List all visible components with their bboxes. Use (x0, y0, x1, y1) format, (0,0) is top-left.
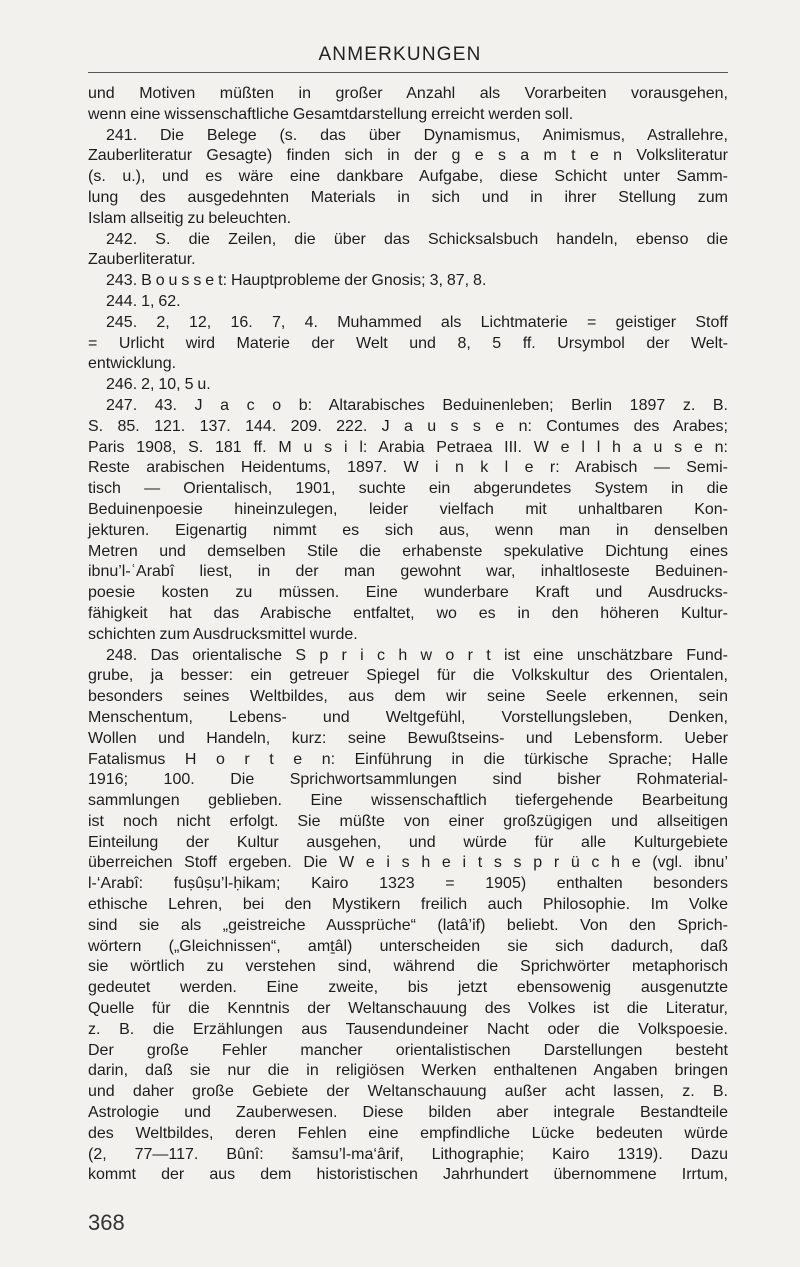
text-line: 1916; 100. Die Sprichwortsammlungen sind bisher Rohmaterial- (88, 771, 728, 789)
text-line: kommt der aus dem historistischen Jahrhundert übernommene Irrtum, (88, 1166, 728, 1184)
text-line: 241. Die Belege (s. das über Dynamismus, Animismus, Astrallehre, (106, 126, 728, 144)
text-line: Beduinenpoesie hineinzulegen, leider vielfach mit unhaltbaren Kon- (88, 500, 728, 518)
text-line: jekturen. Eigenartig nimmt es sich aus, wenn man in denselben (88, 521, 728, 539)
text-line: = Urlicht wird Materie der Welt und 8, 5 ff. Ursymbol der Welt- (88, 334, 728, 352)
text-line: entwicklung. (88, 355, 177, 373)
text-line: 243. B o u s s e t: Hauptprobleme der Gnosis; 3, 87, 8. (106, 272, 487, 290)
text-line: sie wörtlich zu verstehen sind, während die Sprichwörter metaphorisch (88, 958, 728, 976)
annotations-text (88, 84, 728, 1186)
text-line: 242. S. die Zeilen, die über das Schicksalsbuch handeln, ebenso die (106, 230, 728, 248)
text-line: Zauberliteratur. (88, 251, 196, 269)
text-line: wenn eine wissenschaftliche Gesamtdarstellung erreicht werden soll. (88, 105, 574, 123)
text-line: Quelle für die Kenntnis der Weltanschauung des Volkes ist die Literatur, (88, 1000, 728, 1018)
text-line: l-‘Arabî: fuṣûṣu’l-ḥikam; Kairo 1323 = 1905) enthalten besonders (88, 875, 728, 893)
text-line: poesie kosten zu müssen. Eine wunderbare Kraft und Ausdrucks- (88, 584, 728, 602)
text-line: und Motiven müßten in großer Anzahl als Vorarbeiten vorausgehen, (88, 85, 728, 102)
text-line: Metren und demselben Stile die erhabenste spekulative Dichtung eines (88, 542, 728, 560)
text-line: gedeutet werden. Eine zweite, bis jetzt ebensowenig ausgenutzte (88, 979, 728, 997)
text-line: darin, daß sie nur die in religiösen Werken enthaltenen Angaben bringen (88, 1062, 728, 1080)
text-line: Fatalismus H o r t e n: Einführung in die türkische Sprache; Halle (88, 750, 728, 768)
text-line: Astrologie und Zauberwesen. Diese bilden aber integrale Bestandteile (88, 1104, 728, 1122)
text-line: 244. 1, 62. (106, 292, 181, 310)
text-line: 245. 2, 12, 16. 7, 4. Muhammed als Lichtmaterie = geistiger Stoff (106, 313, 728, 331)
text-line: und daher große Gebiete der Weltanschauung außer acht lassen, z. B. (88, 1083, 728, 1101)
text-line: grube, ja besser: ein getreuer Spiegel für die Volkskultur des Orientalen, (88, 667, 728, 685)
text-line: besonders seines Weltbildes, aus dem wir seine Seele erkennen, sein (88, 688, 728, 706)
text-line: des Weltbildes, deren Fehlen eine empfindliche Lücke bedeuten würde (88, 1124, 728, 1142)
text-line: Der große Fehler mancher orientalistischen Darstellungen besteht (88, 1041, 728, 1059)
text-line: ibnu’l-ʿArabî liest, in der man gewohnt war, inhaltloseste Beduinen- (88, 563, 728, 581)
text-line: wörtern („Gleichnissen“, amṯâl) unterscheiden sie sich dadurch, daß (88, 937, 728, 955)
text-line: schichten zum Ausdrucksmittel wurde. (88, 625, 358, 643)
text-line: Menschentum, Lebens- und Weltgefühl, Vorstellungsleben, Denken, (88, 708, 728, 726)
text-line: S. 85. 121. 137. 144. 209. 222. J a u s s e n: Contumes des Arabes; (88, 417, 728, 435)
text-line: Zauberliteratur Gesagte) finden sich in der g e s a m t e n Volksliteratur (88, 147, 728, 165)
page-number: 368 (88, 1210, 125, 1235)
header-rule (88, 72, 728, 73)
text-line: Paris 1908, S. 181 ff. M u s i l: Arabia Petraea III. W e l l h a u s e n: (88, 438, 728, 456)
text-line: lung des ausgedehnten Materials in sich und in ihrer Stellung zum (88, 188, 728, 206)
text-line: Reste arabischen Heidentums, 1897. W i n k l e r: Arabisch — Semi- (88, 459, 728, 477)
text-line: sind sie als „geistreiche Aussprüche“ (latâ’if) beliebt. Von den Sprich- (88, 916, 728, 934)
text-line: 248. Das orientalische S p r i c h w o r t ist eine unschätzbare Fund- (106, 646, 728, 664)
text-line: Einteilung der Kultur ausgehen, und würde für alle Kulturgebiete (88, 833, 728, 851)
running-head: ANMERKUNGEN (318, 44, 482, 65)
text-line: z. B. die Erzählungen aus Tausendundeiner Nacht oder die Volkspoesie. (88, 1020, 728, 1038)
text-line: Islam allseitig zu beleuchten. (88, 209, 292, 227)
text-line: ist noch nicht erfolgt. Sie müßte von einer großzügigen und allseitigen (88, 812, 728, 830)
text-line: 247. 43. J a c o b: Altarabisches Beduinenleben; Berlin 1897 z. B. (106, 396, 728, 414)
text-line: Wollen und Handeln, kurz: seine Bewußtseins- und Lebensform. Ueber (88, 729, 728, 747)
text-line: überreichen Stoff ergeben. Die W e i s h e i t s s p r ü c h e (vgl. ibnu’ (88, 854, 728, 872)
text-line: (s. u.), und es wäre eine dankbare Aufgabe, diese Schicht unter Samm- (88, 168, 728, 186)
text-line: (2, 77—117. Bûnî: šamsu’l-ma‘ârif, Lithographie; Kairo 1319). Dazu (88, 1145, 728, 1163)
text-line: ethische Lehren, bei den Mystikern freilich auch Philosophie. Im Volke (88, 896, 728, 914)
text-line: 246. 2, 10, 5 u. (106, 376, 211, 394)
text-line: sammlungen geblieben. Eine wissenschaftlich tiefergehende Bearbeitung (88, 792, 728, 810)
text-line: fähigkeit hat das Arabische entfaltet, wo es in den höheren Kultur- (88, 604, 728, 622)
text-line: tisch — Orientalisch, 1901, suchte ein abgerundetes System in die (88, 480, 728, 498)
